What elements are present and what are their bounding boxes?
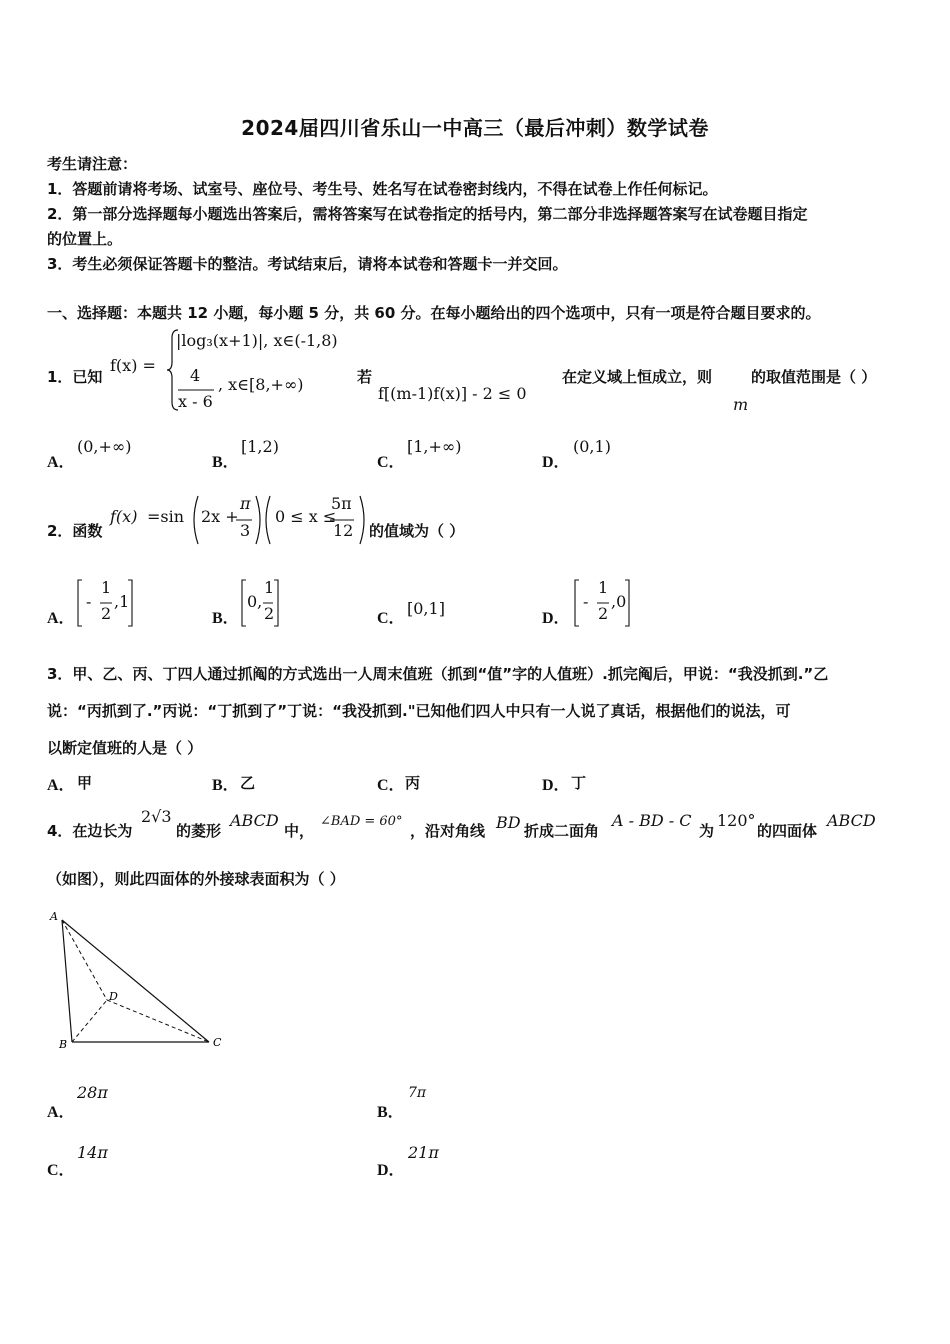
q1-if: 若 <box>357 368 373 386</box>
edge-ab <box>62 920 72 1042</box>
q2-arg-den: 3 <box>240 521 251 540</box>
tetrahedron-figure <box>45 906 230 1052</box>
q2-option-d-den: 2 <box>598 604 609 623</box>
vertex-b-label: B <box>59 1038 68 1051</box>
q1-suffix2: 的取值范围是（ ） <box>751 368 877 386</box>
q2-option-a-pre: - <box>86 592 92 611</box>
q4-option-c-label[interactable]: C． <box>47 1162 75 1179</box>
notice-item: 2．第一部分选择题每小题选出答案后，需将答案写在试卷指定的括号内，第二部分非选择题答案写在试卷题目指定 <box>47 205 808 223</box>
notice-item: 的位置上。 <box>47 230 123 248</box>
q2-option-d-pre: - <box>583 592 589 611</box>
q4-line2: （如图），则此四面体的外接球表面积为（ ） <box>47 870 345 888</box>
q1-option-a-label[interactable]: A． <box>47 454 75 471</box>
q4-option-b-label[interactable]: B． <box>377 1104 404 1121</box>
edge-ad <box>62 920 107 1000</box>
q1-option-d-label[interactable]: D． <box>542 454 570 471</box>
q1-case2-den: x - 6 <box>178 392 213 411</box>
q2-option-a-den: 2 <box>101 604 112 623</box>
section-heading: 一、选择题：本题共 12 小题，每小题 5 分，共 60 分。在每小题给出的四个选项中，只有一项是符合题目要求的。 <box>47 304 821 322</box>
q2-option-a-label[interactable]: A． <box>47 610 75 627</box>
q1-option-c-label[interactable]: C． <box>377 454 405 471</box>
q1-func: f(x) = <box>110 356 156 375</box>
q4-rhombus: ABCD <box>230 811 279 830</box>
notice-item: 3．考生必须保证答题卡的整洁。考试结束后，请将本试卷和答题卡一并交回。 <box>47 255 568 273</box>
q4-tetrahedron: ABCD <box>827 811 876 830</box>
q3-option-d-label[interactable]: D． <box>542 777 570 794</box>
q4-angle: ∠BAD = 60° <box>320 814 403 829</box>
q2-domain-num: 5π <box>331 494 352 513</box>
q4-text: 为 <box>699 822 715 840</box>
q3-option-c-label[interactable]: C． <box>377 777 405 794</box>
q1-suffix: 在定义域上恒成立，则 <box>562 368 713 386</box>
q4-text: 的四面体 <box>757 822 818 840</box>
q3-line: 以断定值班的人是（ ） <box>47 739 203 757</box>
q4-text: 4．在边长为 <box>47 822 133 840</box>
q1-option-a-value: (0,+∞) <box>77 437 132 456</box>
edge-dc <box>107 1000 209 1042</box>
q1-option-d-value: (0,1) <box>573 437 611 456</box>
q2-option-b-num: 1 <box>264 578 275 597</box>
q4-degree: 120° <box>717 811 756 830</box>
q4-option-d-label[interactable]: D． <box>377 1162 405 1179</box>
q1-option-b-label[interactable]: B． <box>212 454 239 471</box>
q4-text: 的菱形 <box>176 822 222 840</box>
vertex-a-label: A <box>50 910 58 923</box>
q2-prefix: 2．函数 <box>47 522 103 540</box>
q3-line: 3．甲、乙、丙、丁四人通过抓阄的方式选出一人周末值班（抓到“值”字的人值班）.抓完阄后，甲说：“我没抓到.”乙 <box>47 665 829 683</box>
q2-option-c-value: [0,1] <box>407 599 445 618</box>
q3-line: 说：“丙抓到了.”丙说：“丁抓到了”丁说：“我没抓到."已知他们四人中只有一人说了真话，根据他们的说法，可 <box>47 702 791 720</box>
q2-option-c-label[interactable]: C． <box>377 610 405 627</box>
notice-heading: 考生请注意： <box>47 155 138 173</box>
q4-text: ，沿对角线 <box>410 822 486 840</box>
q4-text: 中， <box>284 822 315 840</box>
q4-option-a-value: 28π <box>77 1083 108 1102</box>
q3-option-a-label[interactable]: A． <box>47 777 75 794</box>
q2-option-d-label[interactable]: D． <box>542 610 570 627</box>
q2-option-d-num: 1 <box>598 578 609 597</box>
q4-option-b-value: 7π <box>408 1085 427 1101</box>
q4-side: 2√3 <box>141 807 172 826</box>
q4-option-d-value: 21π <box>408 1143 439 1162</box>
q2-arg-num: π <box>240 494 251 513</box>
q2-option-b-den: 2 <box>264 604 275 623</box>
q3-option-b-label[interactable]: B． <box>212 777 239 794</box>
page-title: 2024届四川省乐山一中高三（最后冲刺）数学试卷 <box>241 116 709 140</box>
edge-bd <box>72 1000 107 1042</box>
q3-option-c-value: 丙 <box>405 774 421 792</box>
q3-option-a-value: 甲 <box>77 774 93 792</box>
q2-arg: 2x + <box>201 507 239 526</box>
q2-suffix: 的值域为（ ） <box>369 522 465 540</box>
q3-option-d-value: 丁 <box>571 774 587 792</box>
q2-domain-den: 12 <box>333 521 354 540</box>
q1-case2-domain: , x∈[8,+∞) <box>218 375 304 394</box>
q2-domain: 0 ≤ x ≤ <box>275 507 337 526</box>
q2-func-lhs: f(x) <box>110 507 138 526</box>
edge-ac <box>62 920 209 1042</box>
q4-dihedral: A - BD - C <box>612 811 692 830</box>
q2-option-a-post: ,1 <box>114 592 130 611</box>
q3-option-b-value: 乙 <box>240 774 256 792</box>
vertex-c-label: C <box>213 1036 222 1049</box>
q4-option-c-value: 14π <box>77 1143 108 1162</box>
q1-option-b-value: [1,2) <box>241 437 279 456</box>
vertex-d-label: D <box>109 990 118 1003</box>
notice-item: 1．答题前请将考场、试室号、座位号、考生号、姓名写在试卷密封线内，不得在试卷上作任何标记。 <box>47 180 718 198</box>
q2-option-a-num: 1 <box>101 578 112 597</box>
q1-case2-num: 4 <box>190 366 201 385</box>
q1-prefix: 1．已知 <box>47 368 103 386</box>
q4-text: 折成二面角 <box>524 822 600 840</box>
q2-func-eq: =sin <box>147 507 185 526</box>
q2-option-b-label[interactable]: B． <box>212 610 239 627</box>
q1-var-m: m <box>733 395 749 414</box>
q1-inequality: f[(m-1)f(x)] - 2 ≤ 0 <box>378 384 527 403</box>
q4-option-a-label[interactable]: A． <box>47 1104 75 1121</box>
q2-option-b-pre: 0, <box>247 592 263 611</box>
q1-option-c-value: [1,+∞) <box>407 437 462 456</box>
q1-case1: |log₃(x+1)|, x∈(-1,8) <box>176 331 338 350</box>
q2-option-d-post: ,0 <box>611 592 627 611</box>
q4-diagonal: BD <box>496 813 521 832</box>
